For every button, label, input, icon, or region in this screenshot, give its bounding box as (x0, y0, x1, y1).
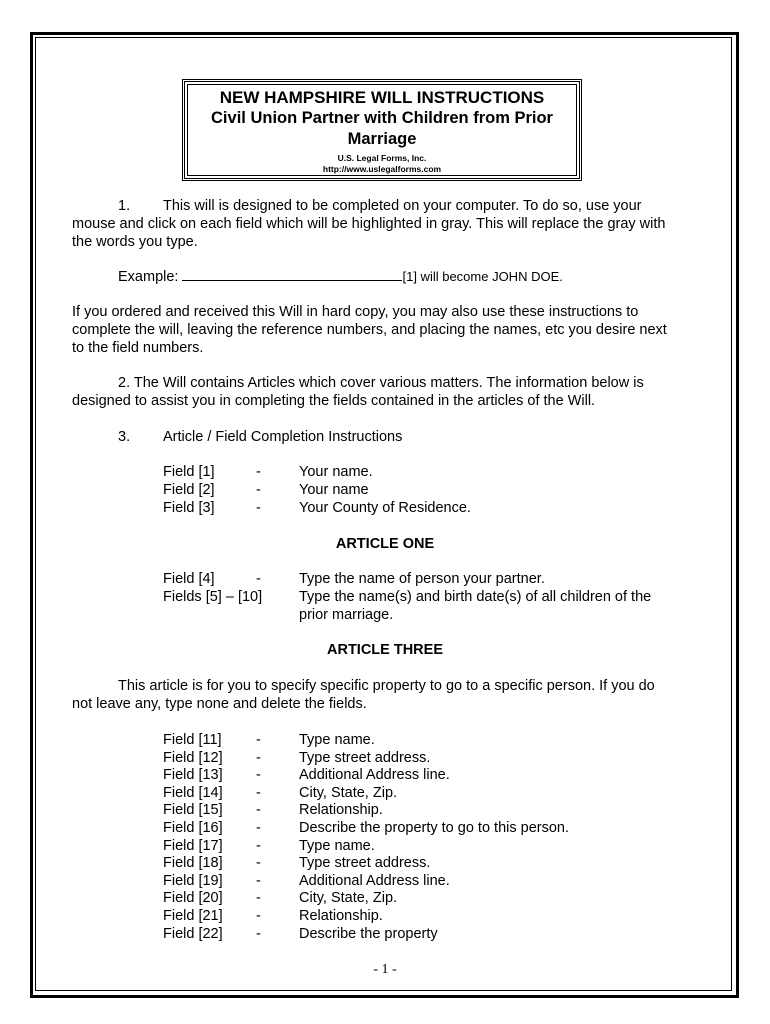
field-dash: - (256, 482, 261, 498)
field-desc: Your name (299, 482, 369, 498)
field-dash: - (256, 732, 261, 748)
field-dash: - (256, 749, 261, 766)
para3-num: 3. (118, 429, 131, 445)
field-name: Field [15] (163, 802, 223, 819)
field-desc: Type name. (299, 732, 375, 748)
field-name: Field [17] (163, 837, 223, 854)
field-desc: Relationship. (299, 908, 383, 924)
article-one-heading: ARTICLE ONE (335, 536, 435, 552)
field-dash: - (256, 571, 261, 587)
example-label: Example: (118, 269, 179, 285)
field-dash: - (256, 767, 261, 784)
field-desc: Describe the property to go to this person. (299, 820, 570, 836)
para3-text: Article / Field Completion Instructions (163, 429, 403, 445)
field-dash: - (256, 872, 261, 889)
field-name: Field [13] (163, 767, 223, 784)
field-dash: - (256, 855, 261, 872)
field-name: Field [16] (163, 820, 223, 836)
example-line (118, 268, 563, 286)
para2-line1: 2. The Will contains Articles which cover various matters. The information below is (118, 375, 644, 391)
field-name: Field [2] (163, 482, 215, 498)
field-desc: City, State, Zip. (299, 890, 398, 907)
field-desc: Type the name of person your partner. (299, 571, 545, 587)
hardcopy-line3: to the field numbers. (72, 340, 204, 356)
field-desc: Additional Address line. (299, 872, 450, 889)
para1-line3: the words you type. (72, 234, 198, 250)
title-line2: Civil Union Partner with Children from Prior (211, 109, 553, 127)
field-name: Field [20] (163, 890, 223, 907)
field-name: Field [4] (163, 571, 215, 587)
para1-num: 1. (118, 198, 131, 214)
field-desc: Additional Address line. (299, 767, 450, 784)
field-name: Field [19] (163, 872, 223, 889)
field-dash: - (256, 500, 261, 516)
field-name: Field [21] (163, 908, 223, 924)
field-name: Field [12] (163, 749, 223, 766)
example-suffix: [1] will become JOHN DOE. (402, 269, 563, 284)
page-number: - 1 - (373, 962, 397, 977)
field-dash: - (256, 802, 261, 819)
field-desc: prior marriage. (299, 607, 394, 623)
field-name: Field [22] (163, 925, 223, 942)
field-name: Field [18] (163, 855, 223, 872)
field-dash: - (256, 464, 261, 480)
field-desc: Type the name(s) and birth date(s) of all children of the (299, 589, 652, 605)
para1-line1: This will is designed to be completed on your computer. To do so, use your (163, 198, 642, 214)
field-dash: - (256, 837, 261, 854)
field-dash: - (256, 820, 261, 836)
field-desc: Your County of Residence. (299, 500, 471, 516)
field-name: Field [11] (163, 732, 222, 748)
hardcopy-line1: If you ordered and received this Will in hard copy, you may also use these instructions to (72, 304, 639, 320)
article-three-line1: This article is for you to specify specific property to go to a specific person. If you do (118, 678, 655, 694)
title-box (182, 79, 582, 181)
field-dash: - (256, 784, 261, 801)
hardcopy-line2: complete the will, leaving the reference numbers, and placing the names, etc you desire next (72, 322, 667, 338)
example-blank (182, 268, 402, 281)
field-dash: - (256, 925, 261, 942)
publisher: U.S. Legal Forms, Inc. (337, 153, 427, 163)
field-name: Fields [5] – [10] (163, 589, 263, 605)
para2-line2: designed to assist you in completing the fields contained in the articles of the Will. (72, 393, 596, 409)
para1-line2: mouse and click on each field which will be highlighted in gray. This will replace the gray with (72, 216, 666, 232)
field-desc: Type name. (299, 837, 375, 854)
publisher-url: http://www.uslegalforms.com (322, 164, 442, 174)
title-line3: Marriage (347, 130, 417, 148)
field-desc: Describe the property (299, 925, 438, 942)
title-line1: NEW HAMPSHIRE WILL INSTRUCTIONS (219, 88, 545, 107)
field-name: Field [14] (163, 784, 223, 801)
field-desc: Your name. (299, 464, 373, 480)
field-dash: - (256, 890, 261, 907)
field-dash: - (256, 908, 261, 924)
field-desc: Type street address. (299, 855, 431, 872)
article-three-line2: not leave any, type none and delete the fields. (72, 696, 367, 712)
field-name: Field [1] (163, 464, 215, 480)
article-three-heading: ARTICLE THREE (327, 642, 443, 658)
field-desc: Type street address. (299, 749, 431, 766)
field-desc: Relationship. (299, 802, 383, 819)
field-name: Field [3] (163, 500, 215, 516)
field-desc: City, State, Zip. (299, 784, 398, 801)
